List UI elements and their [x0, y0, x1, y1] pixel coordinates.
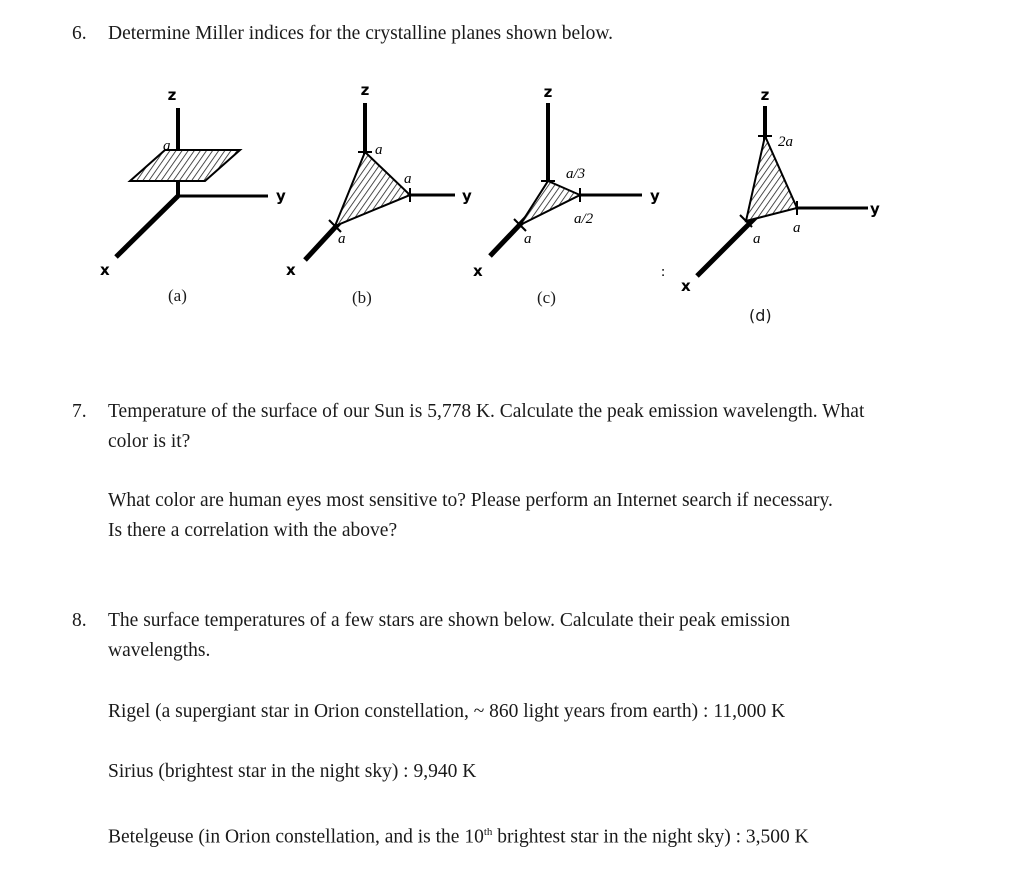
fig-d-a-y-label: a [793, 220, 801, 236]
q7-number: 7. [72, 401, 87, 422]
figure-a [100, 86, 286, 279]
fig-d-y-label: y [870, 200, 880, 218]
q8-line2: wavelengths. [108, 640, 211, 661]
fig-c-colon: : [661, 264, 666, 280]
fig-a-plane [130, 150, 240, 181]
fig-b-a-x-label: a [338, 231, 346, 247]
fig-c-a-label: a [524, 231, 532, 247]
fig-b-y-label: y [462, 187, 472, 205]
fig-d-x-label: x [681, 277, 691, 295]
fig-b-x-label: x [286, 261, 296, 279]
fig-b-plane [335, 152, 410, 226]
fig-b-a-z-label: a [375, 142, 383, 158]
fig-c-x-label: x [473, 262, 483, 280]
q8-rigel: Rigel (a supergiant star in Orion constellation, ~ 860 light years from earth) : 11,000 K [108, 701, 786, 722]
q7-line3: What color are human eyes most sensitive to? Please perform an Internet search if necessary. [108, 490, 833, 511]
miller-diagrams-svg [0, 70, 1024, 340]
q6-number: 6. [72, 23, 87, 44]
figure-c [473, 83, 665, 280]
fig-c-a2-label: a/2 [574, 211, 594, 227]
q8-number: 8. [72, 610, 87, 631]
q7-line4: Is there a correlation with the above? [108, 520, 398, 541]
q8-line1: The surface temperatures of a few stars are shown below. Calculate their peak emission [108, 610, 791, 631]
fig-d-z-label: z [760, 86, 770, 104]
fig-b-a-y-label: a [404, 171, 412, 187]
fig-c-z-label: z [543, 83, 553, 101]
q8-betel-pre: Betelgeuse (in Orion constellation, and is the 10 [108, 826, 484, 848]
q8-betel-post: brightest star in the night sky) : 3,500 K [492, 826, 809, 848]
fig-a-x-label: x [100, 261, 110, 279]
figure-b [286, 81, 472, 279]
fig-d-a-x-label: a [753, 231, 761, 247]
fig-d-caption: (d) [749, 306, 772, 325]
q8-betelgeuse [108, 817, 1008, 853]
figure-d [681, 86, 880, 295]
q7-line2: color is it? [108, 431, 191, 452]
fig-a-y-label: y [276, 187, 286, 205]
q8-sirius: Sirius (brightest star in the night sky) : 9,940 K [108, 761, 477, 782]
fig-a-z-label: z [167, 86, 177, 104]
fig-a-a-label: a [163, 138, 171, 154]
fig-d-2a-label: 2a [778, 134, 793, 150]
miller-figures [0, 70, 1024, 340]
q8-betel-sup: th [483, 826, 493, 838]
fig-c-y-label: y [650, 187, 660, 205]
fig-b-caption: (b) [352, 288, 372, 307]
fig-c-caption: (c) [537, 288, 556, 307]
q6-text: Determine Miller indices for the crystalline planes shown below. [108, 23, 614, 44]
fig-c-a3-label: a/3 [566, 166, 586, 182]
fig-a-caption: (a) [168, 286, 187, 305]
q7-line1: Temperature of the surface of our Sun is 5,778 K. Calculate the peak emission wavelength. What [108, 401, 865, 422]
fig-a-x-axis [116, 196, 178, 257]
fig-c-plane [520, 181, 580, 225]
fig-b-z-label: z [360, 81, 370, 99]
